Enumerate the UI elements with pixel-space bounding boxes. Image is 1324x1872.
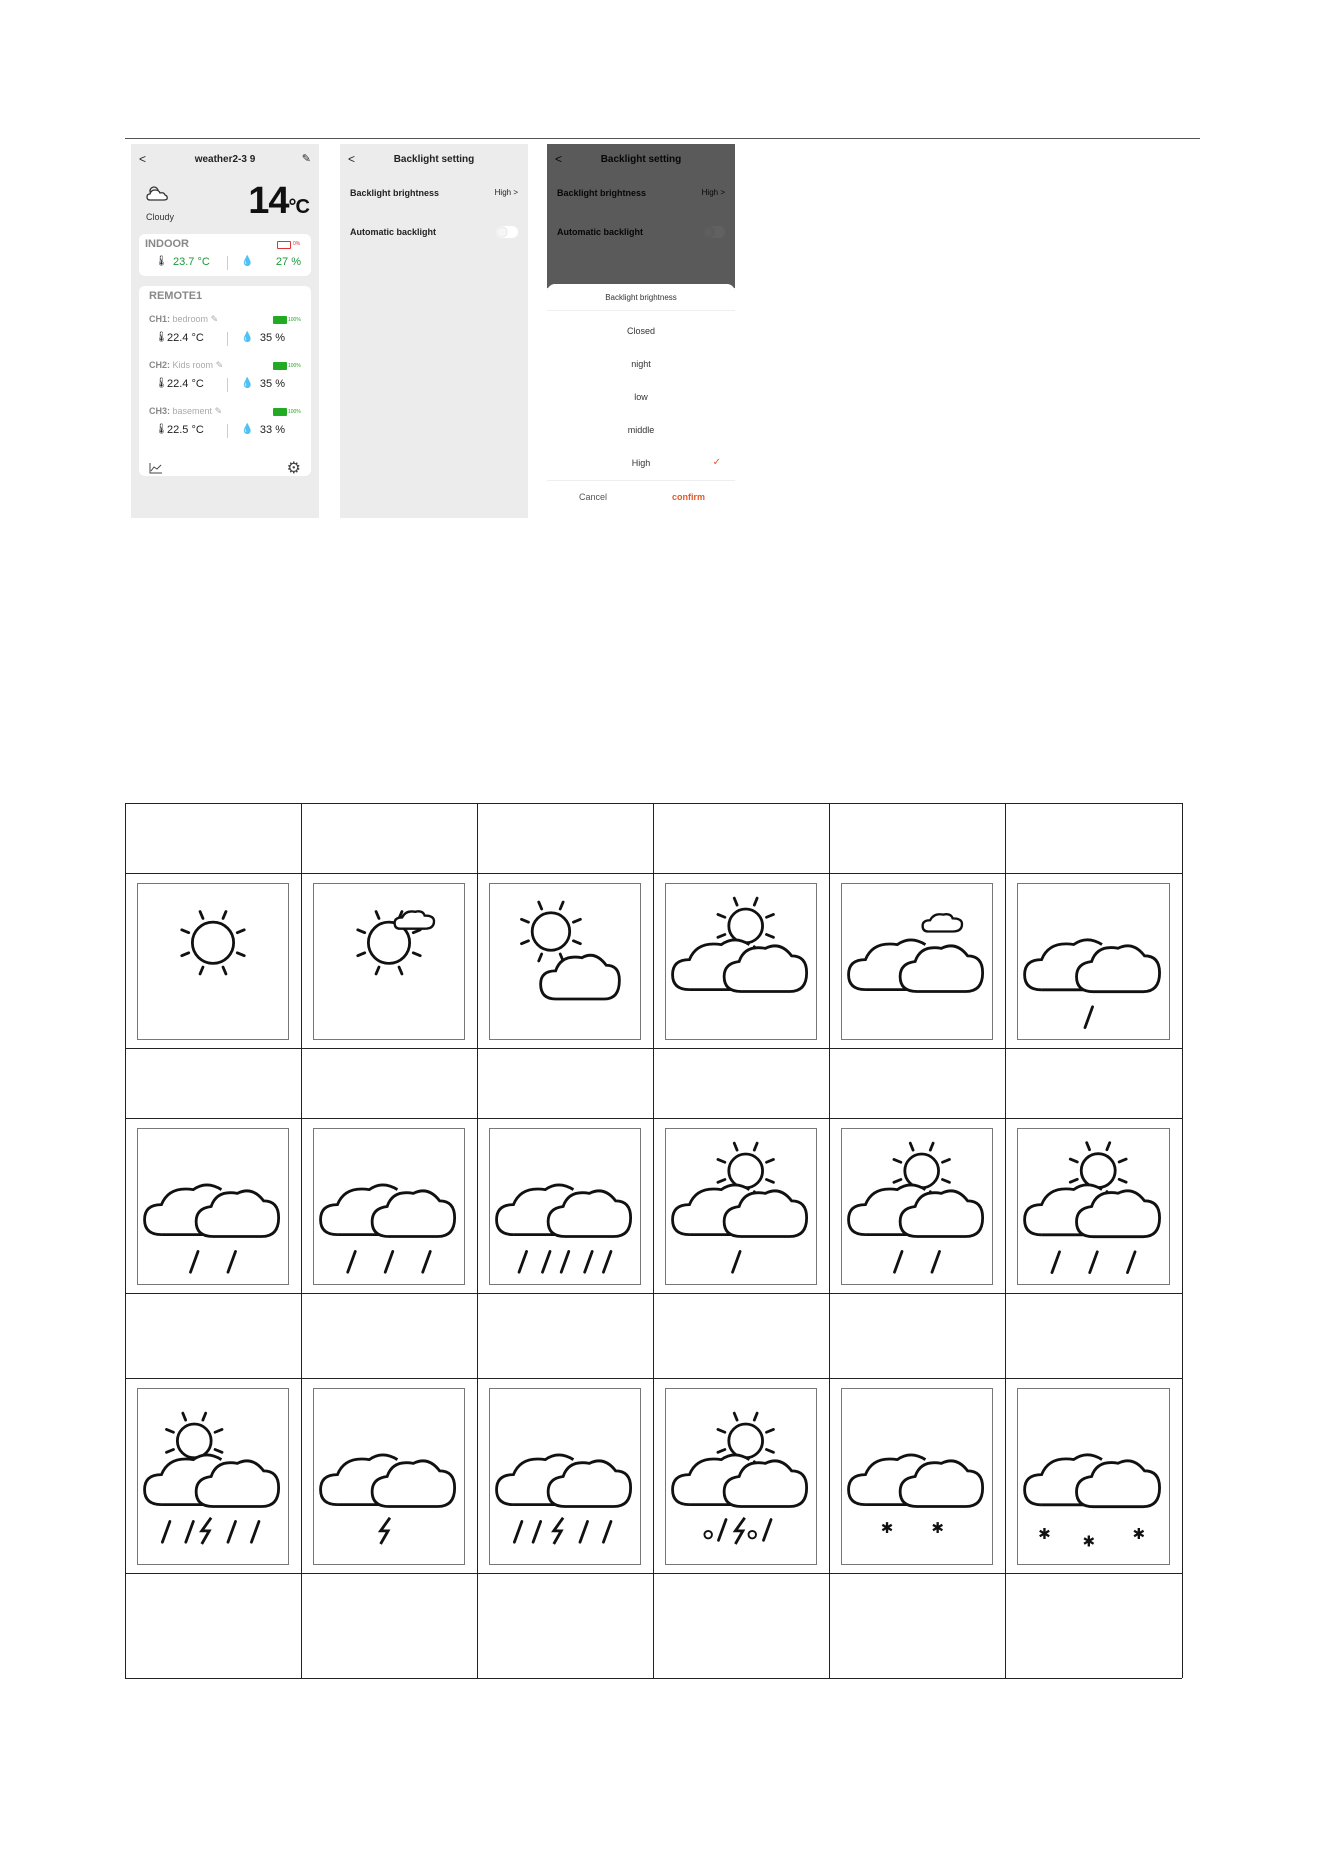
ch3-humidity: 33 % [259, 424, 285, 436]
sheet-title: Backlight brightness [605, 293, 677, 302]
thunder-heavy-rain-icon [489, 1388, 641, 1565]
backlight-brightness-row[interactable] [350, 188, 518, 198]
table-row-line [125, 1678, 1182, 1679]
thermometer-icon: 🌡 [155, 332, 168, 343]
brightness-bottom-sheet [547, 284, 735, 518]
svg-text:✱: ✱ [931, 1518, 944, 1537]
partly-cloudy-icon-graphic [490, 884, 640, 1039]
heavy-rain-icon-graphic [314, 1129, 464, 1284]
thermometer-icon: 🌡 [155, 256, 168, 267]
weather-icon-table [125, 803, 1182, 1678]
backlight-brightness-value: High > [494, 188, 518, 197]
header-rule [125, 138, 1200, 139]
cancel-button[interactable]: Cancel [579, 492, 608, 502]
svg-text:✱: ✱ [880, 1518, 894, 1537]
battery-percent: 0% [293, 241, 301, 247]
mostly-cloudy-icon [665, 883, 817, 1040]
moderate-rain-icon-graphic [138, 1129, 288, 1284]
sun-thunder-hail-icon-graphic [666, 1389, 816, 1564]
table-column-line [829, 803, 830, 1678]
remote-card[interactable] [139, 286, 311, 476]
page-title: Backlight setting [393, 154, 475, 165]
sun-light-rain-icon-graphic [666, 1129, 816, 1284]
partly-cloudy-icon [489, 883, 641, 1040]
sunny-icon-graphic [138, 884, 288, 1039]
table-column-line [301, 803, 302, 1678]
sun-light-rain-icon [665, 1128, 817, 1285]
option-high[interactable]: High [631, 458, 651, 468]
channel-1-readings [147, 332, 303, 346]
cloudy-small-cloud-icon-graphic [842, 884, 992, 1039]
chart-icon[interactable] [149, 462, 163, 474]
confirm-button[interactable]: confirm [671, 492, 705, 502]
back-icon[interactable]: < [139, 152, 147, 166]
sun-heavy-rain-icon-graphic [1018, 1129, 1169, 1284]
sun-thunder-hail-icon [665, 1388, 817, 1565]
battery-icon [277, 241, 291, 249]
table-column-line [125, 803, 126, 1678]
svg-text:✱: ✱ [1132, 1524, 1146, 1543]
backlight-brightness-label: Backlight brightness [350, 188, 440, 198]
thermometer-icon: 🌡 [155, 424, 168, 435]
table-column-line [1182, 803, 1183, 1678]
nav-bar [340, 152, 528, 172]
sun-thunder-rain-icon [137, 1388, 289, 1565]
humidity-icon: 💧 [241, 256, 254, 267]
mostly-cloudy-icon-graphic [666, 884, 816, 1039]
table-column-line [653, 803, 654, 1678]
humidity-icon: 💧 [241, 378, 254, 389]
channel-2-readings [147, 378, 303, 392]
cloudy-icon [145, 184, 171, 204]
nav-bar [131, 152, 319, 172]
divider [227, 378, 228, 392]
page-title: weather2-3 9 [194, 154, 256, 165]
snow-icon [1017, 1388, 1170, 1565]
battery-percent: 100% [288, 317, 301, 323]
thermometer-icon: 🌡 [155, 378, 168, 389]
battery-percent: 100% [288, 363, 301, 369]
light-rain-icon [1017, 883, 1170, 1040]
thunderstorm-icon [313, 1388, 465, 1565]
back-icon[interactable]: < [348, 152, 356, 166]
svg-text:✱: ✱ [1082, 1532, 1096, 1551]
table-column-line [477, 803, 478, 1678]
heavy-rain-icon [313, 1128, 465, 1285]
ch3-temp: 22.5 °C [167, 424, 204, 436]
ch2-humidity: 35 % [259, 378, 285, 390]
sun-thunder-rain-icon-graphic [138, 1389, 288, 1564]
temp-unit: °C [288, 196, 309, 218]
battery-icon [273, 362, 287, 370]
table-column-line [1005, 803, 1006, 1678]
downpour-icon [489, 1128, 641, 1285]
modal-overlay[interactable] [547, 144, 735, 288]
light-rain-icon-graphic [1018, 884, 1169, 1039]
thunderstorm-icon-graphic [314, 1389, 464, 1564]
divider [547, 480, 735, 481]
edit-icon[interactable]: ✎ [301, 153, 311, 165]
battery-icon [273, 316, 287, 324]
indoor-humidity: 27 % [275, 256, 301, 268]
weather-main-screen [131, 144, 319, 518]
snow-icon-graphic [1018, 1389, 1169, 1564]
battery-percent: 100% [288, 409, 301, 415]
automatic-backlight-row [350, 227, 518, 237]
moderate-rain-icon [137, 1128, 289, 1285]
battery-icon [273, 408, 287, 416]
light-snow-icon-graphic [842, 1389, 992, 1564]
sun-moderate-rain-icon [841, 1128, 993, 1285]
indoor-readings [147, 256, 303, 270]
ch1-humidity: 35 % [259, 332, 285, 344]
option-middle[interactable]: middle [627, 425, 655, 435]
divider [547, 310, 735, 311]
outdoor-temp [248, 180, 309, 223]
indoor-temp: 23.7 °C [173, 256, 210, 268]
sunny-icon [137, 883, 289, 1040]
downpour-icon-graphic [490, 1129, 640, 1284]
thunder-heavy-rain-icon-graphic [490, 1389, 640, 1564]
option-closed[interactable]: Closed [626, 326, 655, 336]
sun-moderate-rain-icon-graphic [842, 1129, 992, 1284]
indoor-label: INDOOR [145, 238, 189, 250]
humidity-icon: 💧 [241, 332, 254, 343]
temp-value: 14 [248, 180, 289, 222]
svg-text:✱: ✱ [1038, 1524, 1051, 1543]
ch2-temp: 22.4 °C [167, 378, 204, 390]
remote-label: REMOTE1 [149, 290, 203, 302]
gear-icon[interactable]: ⚙ [286, 460, 301, 477]
humidity-icon: 💧 [241, 424, 254, 435]
sun-small-cloud-icon-graphic [314, 884, 464, 1039]
channel-1-label: CH1: bedroom ✎ [149, 314, 219, 324]
backlight-brightness-picker-screen [547, 144, 735, 518]
check-icon: ✓ [712, 457, 721, 468]
sun-small-cloud-icon [313, 883, 465, 1040]
cloudy-small-cloud-icon [841, 883, 993, 1040]
indoor-card[interactable] [139, 234, 311, 276]
channel-3-label: CH3: basement ✎ [149, 406, 223, 416]
ch1-temp: 22.4 °C [167, 332, 204, 344]
automatic-backlight-toggle[interactable] [496, 226, 518, 238]
condition-label: Cloudy [146, 212, 175, 222]
divider [227, 256, 228, 270]
automatic-backlight-label: Automatic backlight [350, 227, 437, 237]
option-low[interactable]: low [634, 392, 648, 402]
option-night[interactable]: night [631, 359, 651, 369]
channel-3-readings [147, 424, 303, 438]
divider [227, 332, 228, 346]
channel-2-label: CH2: Kids room ✎ [149, 360, 224, 370]
sun-heavy-rain-icon [1017, 1128, 1170, 1285]
divider [227, 424, 228, 438]
light-snow-icon [841, 1388, 993, 1565]
backlight-setting-screen [340, 144, 528, 518]
